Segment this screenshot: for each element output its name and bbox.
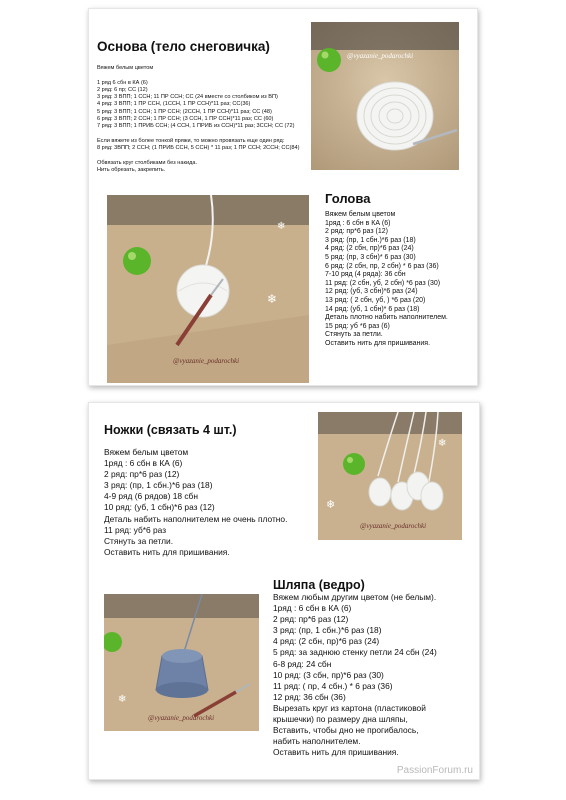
instruction-line: 2 ряд: пр*6 раз (12)	[325, 228, 388, 236]
photo-head	[107, 195, 309, 383]
instruction-line: 4 ряд: (2 сбн, пр)*6 раз (24)	[273, 636, 380, 647]
instruction-line	[97, 131, 299, 138]
instruction-line: 6 ряд: 3 ВПП; 2 ССН; 1 ПР ССН; (3 ССН, 1 ПР ССН)*11 раз; СС (60)	[97, 116, 274, 123]
instruction-line: 1 ряд 6 сбн в КА (6)	[97, 79, 148, 86]
instruction-line: 3 ряд: (пр, 1 сбн.)*6 раз (18)	[325, 236, 416, 244]
hat-instructions	[273, 592, 437, 758]
watermark: @vyazanie_podarochki	[173, 357, 240, 365]
base-instructions	[97, 65, 299, 174]
instruction-line: 6-8 ряд: 24 сбн	[273, 658, 332, 669]
instruction-line: 11 ряд: уб*6 раз	[104, 524, 167, 535]
instruction-line: 5 ряд: (пр, 3 сбн)* 6 раз (30)	[325, 253, 416, 261]
instruction-line: 5 ряд: за заднюю стенку петли 24 сбн (24)	[273, 647, 437, 658]
instruction-line: 1ряд : 6 сбн в КА (6)	[325, 219, 391, 227]
head-title: Голова	[325, 191, 371, 206]
instruction-line: 13 ряд: ( 2 сбн, уб, ) *6 раз (20)	[325, 296, 426, 304]
instruction-line: 10 ряд: (уб, 1 сбн)*6 раз (12)	[104, 502, 215, 513]
legs-title: Ножки (связать 4 шт.)	[104, 423, 237, 437]
instruction-line: 1ряд : 6 сбн в КА (6)	[273, 603, 352, 614]
instruction-line: 7-10 ряд (4 ряда): 36 сбн	[325, 271, 406, 279]
watermark: @vyazanie_podarochki	[347, 52, 414, 60]
snowflake-icon: ❄	[118, 694, 127, 705]
instruction-line: 2 ряд: пр*6 раз (12)	[104, 469, 180, 480]
instruction-line: 6 ряд: (2 сбн, пр, 2 сбн) * 6 раз (36)	[325, 262, 439, 270]
instruction-line: Если вяжете из более тонкой пряжи, то можно провязать еще один ряд:	[97, 137, 285, 144]
instruction-line: Оставить нить для пришивания.	[325, 339, 431, 347]
instruction-line: Оставить нить для пришивания.	[273, 747, 399, 758]
site-watermark: PassionForum.ru	[396, 765, 473, 776]
instruction-line: 3 ряд: (пр, 1 сбн.)*6 раз (18)	[273, 625, 382, 636]
instruction-line: Вырезать круг из картона (пластиковой	[273, 702, 426, 713]
snowflake-icon: ❄	[267, 292, 278, 306]
instruction-line: 1ряд : 6 сбн в КА (6)	[104, 458, 183, 469]
instruction-line: Нить обрезать, закрепить.	[97, 167, 166, 174]
instruction-line: 2 ряд: 6 пр; СС (12)	[97, 86, 148, 93]
hat-photo-illustration	[104, 594, 259, 731]
instruction-line	[97, 72, 299, 79]
instruction-line: набить наполнителем.	[273, 736, 361, 747]
watermark: @vyazanie_podarochki	[360, 522, 427, 530]
page-card-bottom	[88, 402, 480, 780]
instruction-line: 14 ряд: (уб, 1 сбн)* 6 раз (18)	[325, 305, 420, 313]
instruction-line: Вяжем белым цветом	[325, 211, 396, 218]
head-photo-illustration	[107, 195, 309, 383]
instruction-line: 4-9 ряд (6 рядов) 18 сбн	[104, 491, 198, 502]
instruction-line	[97, 153, 299, 160]
snowflake-icon: ❄	[277, 221, 286, 232]
instruction-line: 12 ряд: (уб, 3 сбн)*6 раз (24)	[325, 288, 418, 296]
instruction-line: Стянуть за петли.	[325, 331, 383, 339]
instruction-line: 12 ряд: 36 сбн (36)	[273, 691, 346, 702]
base-title: Основа (тело снеговичка)	[97, 39, 270, 54]
photo-hat	[104, 594, 259, 731]
instruction-line: Обвязать круг столбиками без накида.	[97, 159, 197, 166]
instruction-line: 15 ряд: уб *6 раз (6)	[325, 322, 390, 330]
base-photo-illustration	[311, 22, 459, 170]
instruction-line: 4 ряд: 3 ВПП; 1 ПР ССН, (1ССН, 1 ПР ССН)*11 раз; СС(36)	[97, 101, 251, 108]
instruction-line: Деталь набить наполнителем не очень плотно.	[104, 513, 288, 524]
instruction-line: Деталь плотно набить наполнителем.	[325, 314, 448, 322]
head-instructions	[325, 211, 448, 349]
instruction-line: Вяжем белым цветом	[104, 447, 189, 457]
instruction-line: 4 ряд: (2 сбн, пр)*6 раз (24)	[325, 245, 414, 253]
instruction-line: 3 ряд: (пр, 1 сбн.)*6 раз (18)	[104, 480, 213, 491]
instruction-line: Вяжем белым цветом	[97, 65, 154, 71]
snowflake-icon: ❄	[326, 498, 336, 511]
legs-instructions	[104, 447, 287, 558]
instruction-line: Вяжем любым другим цветом (не белым).	[273, 592, 437, 602]
page-card-top	[88, 8, 478, 386]
instruction-line: Вставить, чтобы дно не прогибалось,	[273, 725, 419, 736]
photo-legs	[318, 412, 462, 540]
instruction-line: 10 ряд: (3 сбн, пр)*6 раз (30)	[273, 669, 384, 680]
instruction-line: 8 ряд: 3ВПП; 2 ССН; (1 ПРИБ ССН, 5 ССН) * 11 раз; 1 ПР ССН; 2ССН; СС(84)	[97, 145, 300, 152]
instruction-line: 2 ряд: пр*6 раз (12)	[273, 614, 349, 625]
watermark: @vyazanie_podarochki	[148, 714, 215, 722]
instruction-line: 5 ряд: 3 ВПП; 1 ССН; 1 ПР ССН; (2ССН, 1 ПР ССН)*11 раз; СС (48)	[97, 108, 272, 115]
instruction-line: 11 ряд: ( пр, 4 сбн.) * 6 раз (36)	[273, 680, 393, 691]
instruction-line: 11 ряд: (2 сбн, уб, 2 сбн) *6 раз (30)	[325, 279, 441, 287]
instruction-line: Оставить нить для пришивания.	[104, 546, 230, 557]
instruction-line: 3 ряд: 3 ВПП; 1 ССН; 11 ПР ССН; СС (24 вместе со столбиком из ВП)	[97, 94, 278, 101]
legs-photo-illustration	[318, 412, 462, 540]
instruction-line: Стянуть за петли.	[104, 535, 174, 546]
snowflake-icon: ❄	[438, 438, 447, 449]
instruction-line: 7 ряд: 3 ВПП; 1 ПРИБ ССН; (4 ССН, 1 ПРИБ из ССН)*11 раз; 3ССН; СС (72)	[97, 123, 295, 130]
instruction-line: крышечки) по размеру дна шляпы,	[273, 714, 408, 725]
hat-title: Шляпа (ведро)	[273, 578, 365, 592]
photo-base-circle	[311, 22, 459, 170]
